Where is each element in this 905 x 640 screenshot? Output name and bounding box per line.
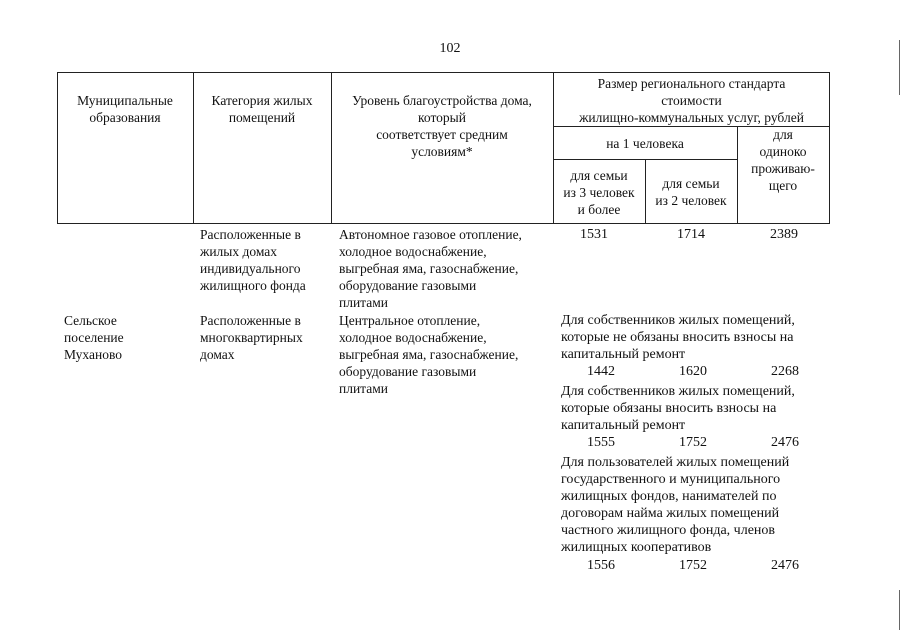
cell-text: плитами: [339, 381, 389, 396]
value-family2: 1752: [679, 558, 707, 573]
cell-text: Центральное отопление,: [339, 313, 481, 328]
header-text: условиям*: [411, 144, 473, 159]
value-family3: 1555: [587, 435, 615, 450]
cell-text: Сельское: [64, 313, 117, 328]
cell-text: Расположенные в: [200, 313, 301, 328]
header-text: который: [418, 110, 466, 125]
header-text: помещений: [228, 110, 296, 125]
header-text: и более: [577, 202, 621, 217]
cell-text: выгребная яма, газоснабжение,: [339, 347, 519, 362]
header-text: соответствует средним: [376, 127, 508, 142]
header-text: щего: [768, 178, 798, 193]
group-note: которые не обязаны вносить взносы на: [561, 330, 794, 345]
group-note: Для собственников жилых помещений,: [561, 313, 795, 328]
value-family2: 1620: [679, 364, 707, 379]
cell-text: плитами: [339, 295, 389, 310]
group-note: которые обязаны вносить взносы на: [561, 401, 777, 416]
group-note: капитальный ремонт: [561, 418, 686, 433]
header-text: образования: [89, 110, 161, 125]
header-text: для семьи: [662, 176, 720, 191]
group-note: Для собственников жилых помещений,: [561, 384, 795, 399]
cell-text: выгребная яма, газоснабжение,: [339, 261, 519, 276]
value-family2: 1714: [677, 227, 705, 242]
header-text: стоимости: [661, 93, 722, 108]
header-text: Уровень благоустройства дома,: [352, 93, 532, 108]
group-note: жилищных фондов, нанимателей по: [561, 489, 777, 504]
cell-text: домах: [200, 347, 235, 362]
value-family3: 1531: [580, 227, 608, 242]
value-single: 2476: [771, 435, 799, 450]
cell-text: оборудование газовыми: [339, 278, 477, 293]
cell-text: жилищного фонда: [200, 278, 306, 293]
header-text: Категория жилых: [211, 93, 313, 108]
group-note: частного жилищного фонда, членов: [561, 523, 776, 538]
value-single: 2476: [771, 558, 799, 573]
cell-text: холодное водоснабжение,: [339, 244, 487, 259]
group-note: договорам найма жилых помещений: [561, 506, 780, 521]
value-family2: 1752: [679, 435, 707, 450]
header-text: Муниципальные: [77, 93, 173, 108]
page-number: 102: [439, 41, 461, 56]
table-top-border: [57, 72, 830, 73]
cell-text: многоквартирных: [200, 330, 303, 345]
group-note: государственного и муниципального: [561, 472, 781, 487]
group-note: жилищных кооперативов: [561, 540, 712, 555]
value-family3: 1556: [587, 558, 615, 573]
header-per-person: на 1 человека: [606, 136, 684, 151]
cell-text: Расположенные в: [200, 227, 301, 242]
scan-edge-mark: [899, 590, 900, 630]
header-text: из 3 человек: [563, 185, 635, 200]
cell-text: поселение: [64, 330, 124, 345]
group-note: капитальный ремонт: [561, 347, 686, 362]
cell-text: оборудование газовыми: [339, 364, 477, 379]
value-single: 2268: [771, 364, 799, 379]
header-text: проживаю-: [751, 161, 815, 176]
header-text: Размер регионального стандарта: [597, 76, 786, 91]
value-single: 2389: [770, 227, 798, 242]
header-text: для: [773, 127, 793, 142]
group-note: Для пользователей жилых помещений: [561, 455, 790, 470]
cell-text: Муханово: [64, 347, 122, 362]
value-family3: 1442: [587, 364, 615, 379]
cell-text: жилых домах: [200, 244, 278, 259]
cell-text: Автономное газовое отопление,: [339, 227, 522, 242]
header-text: одиноко: [759, 144, 807, 159]
cell-text: холодное водоснабжение,: [339, 330, 487, 345]
cell-text: индивидуального: [200, 261, 301, 276]
header-bottom-border: [57, 223, 830, 224]
header-text: из 2 человек: [655, 193, 727, 208]
header-text: для семьи: [570, 168, 628, 183]
header-text: жилищно-коммунальных услуг, рублей: [579, 110, 804, 125]
scan-edge-mark: [899, 40, 900, 95]
